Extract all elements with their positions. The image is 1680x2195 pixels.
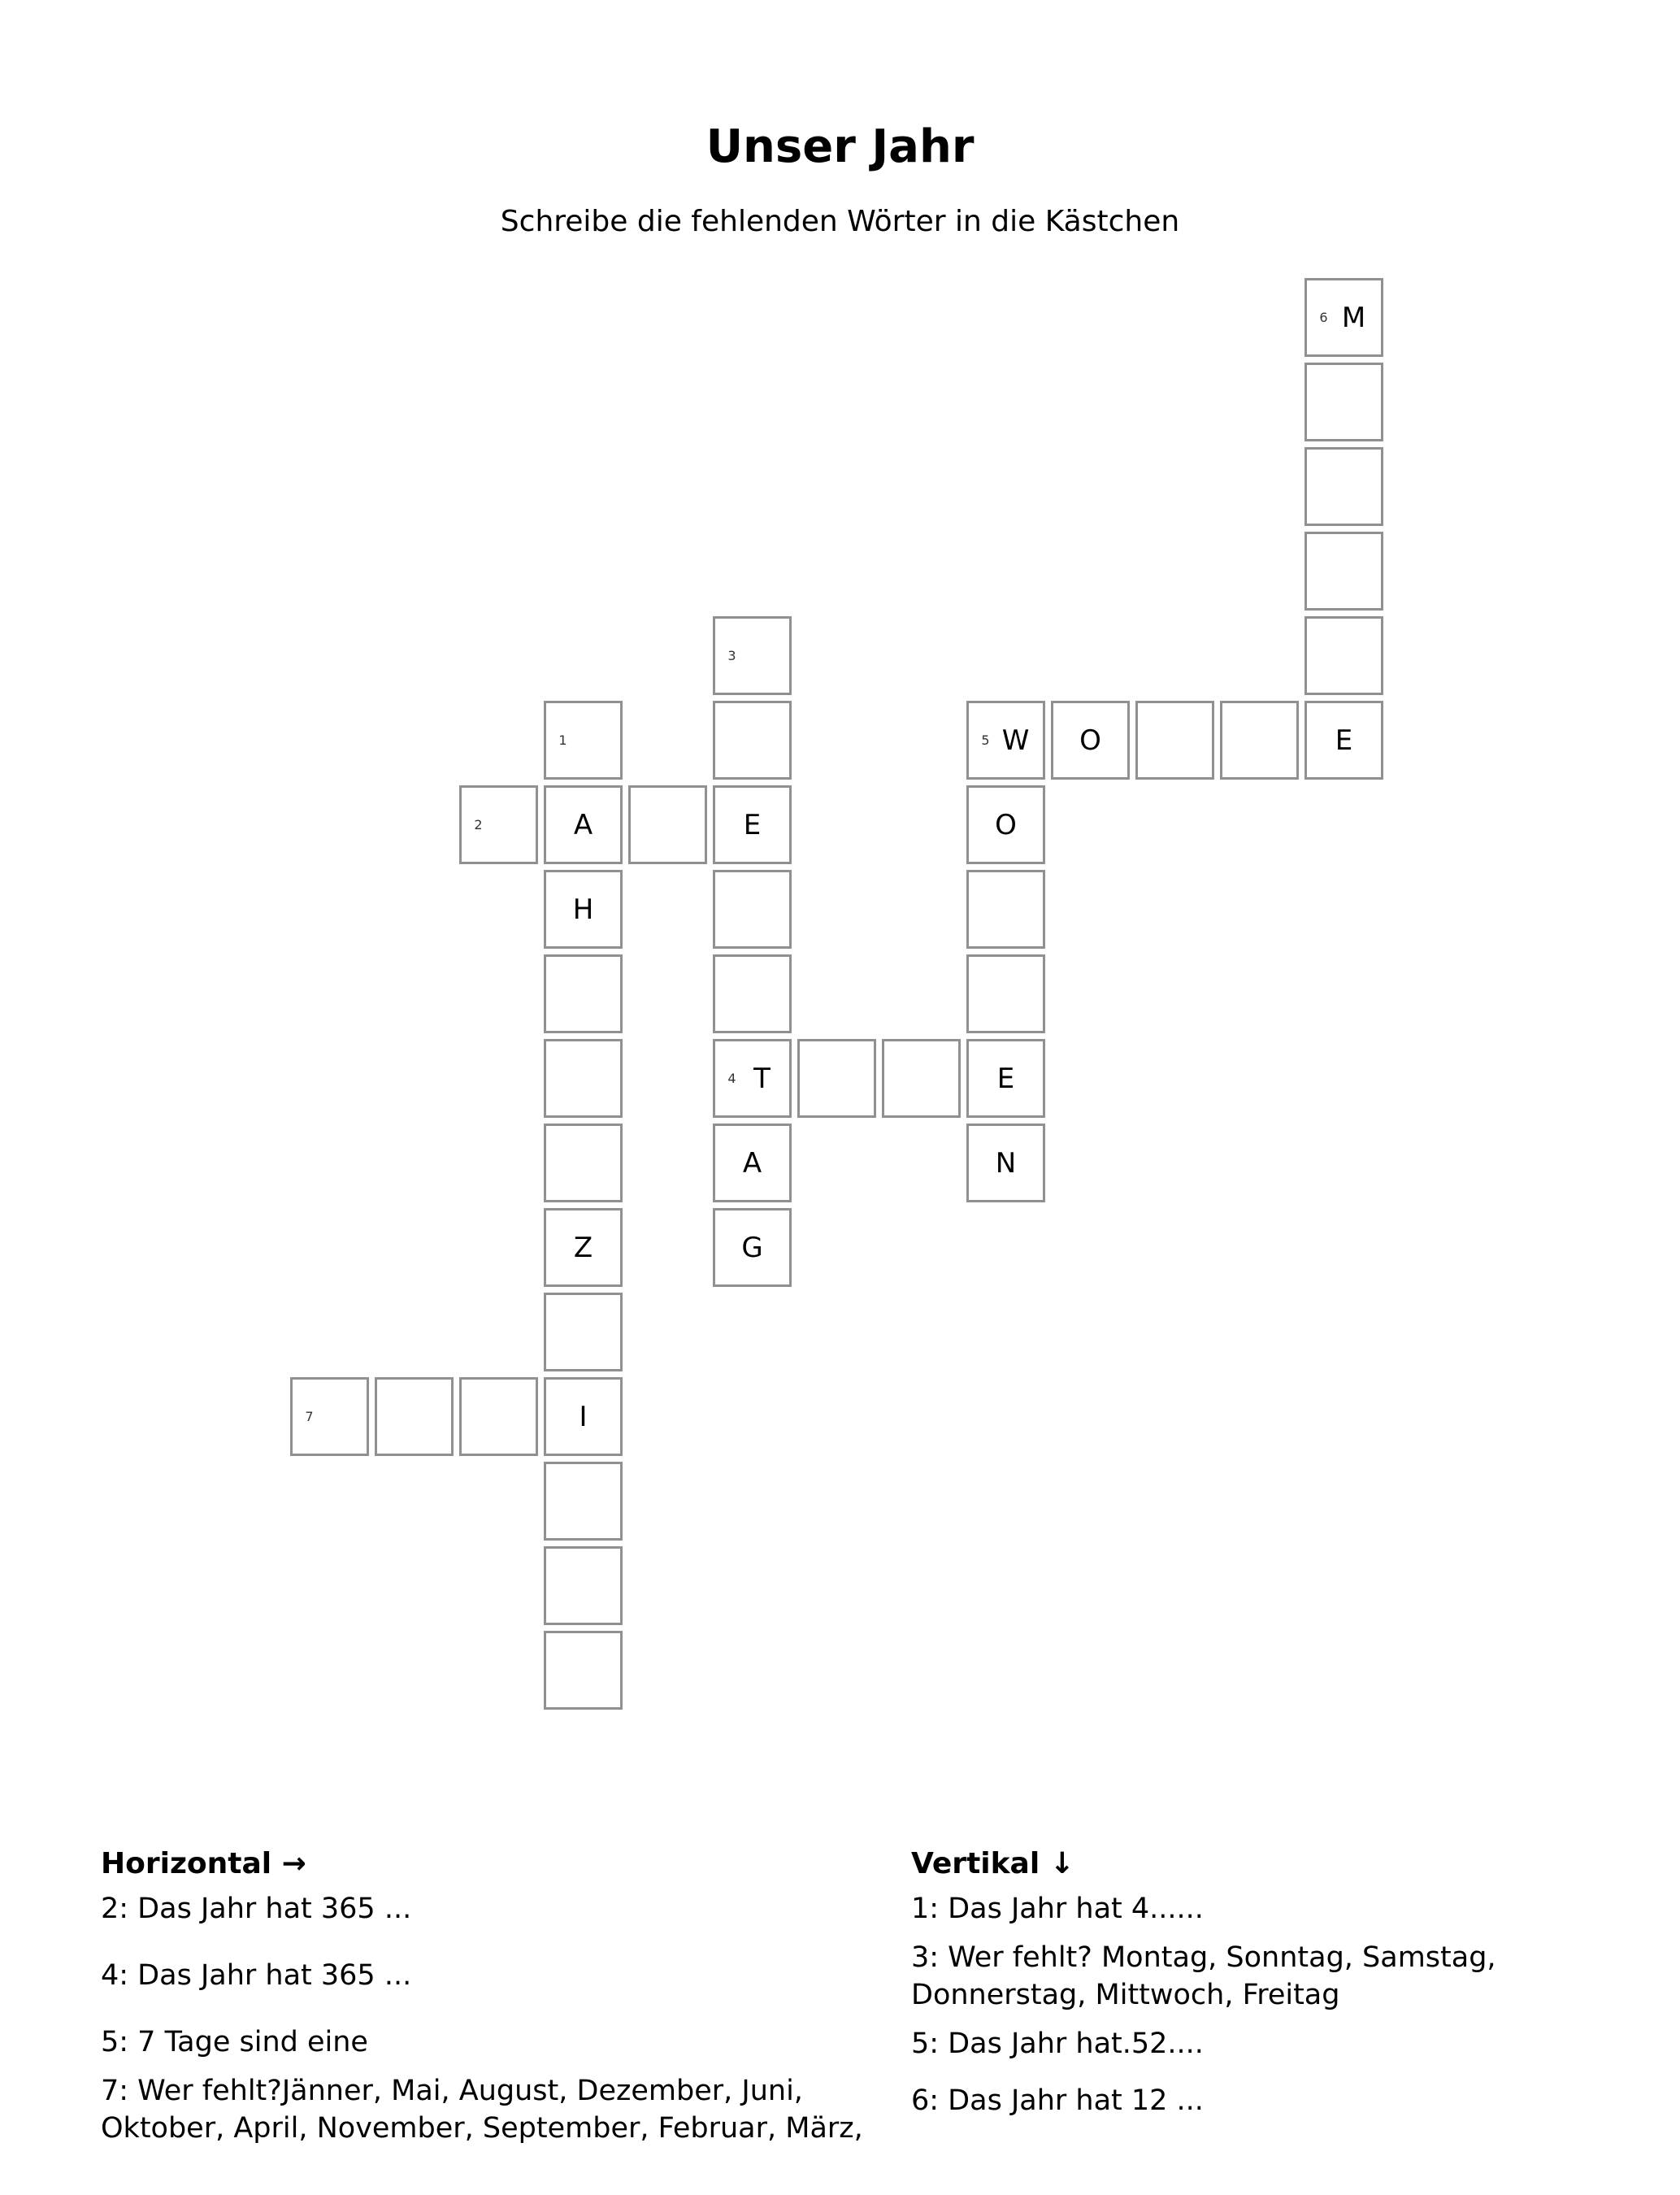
crossword-cell[interactable] (544, 1462, 623, 1541)
crossword-cell[interactable] (544, 1631, 623, 1710)
crossword-cell[interactable] (1304, 616, 1383, 695)
crossword-cell[interactable] (1135, 701, 1214, 780)
clue-number: 2 (474, 817, 483, 832)
crossword-cell[interactable] (1304, 278, 1383, 357)
clue-item: 4: Das Jahr hat 365 ... (101, 1959, 412, 1992)
horizontal-clues (101, 1847, 865, 2158)
clue-item: 6: Das Jahr hat 12 ... (911, 2084, 1204, 2117)
crossword-cell[interactable] (544, 701, 623, 780)
vertical-clues (911, 1847, 1643, 2131)
crossword-cell[interactable] (713, 1208, 792, 1287)
crossword-cell[interactable] (966, 701, 1045, 780)
clue-number: 3 (727, 648, 736, 663)
cell-letter: A (742, 1146, 762, 1180)
crossword-cell[interactable] (544, 1377, 623, 1456)
crossword-cell[interactable] (544, 1208, 623, 1287)
crossword-cell[interactable] (966, 954, 1045, 1033)
crossword-cell[interactable] (966, 1039, 1045, 1118)
clue-number: 5 (981, 732, 990, 748)
crossword-cell[interactable] (882, 1039, 961, 1118)
cell-letter: N (995, 1146, 1017, 1180)
clue-item: 5: Das Jahr hat.52.... (911, 2028, 1204, 2060)
crossword-cell[interactable] (375, 1377, 454, 1456)
clue-item: 2: Das Jahr hat 365 ... (101, 1893, 412, 1925)
cell-letter: O (995, 808, 1017, 841)
crossword-cell[interactable] (628, 785, 707, 864)
crossword-cell[interactable] (713, 1124, 792, 1202)
cell-letter: M (1341, 301, 1366, 334)
crossword-cell[interactable] (544, 785, 623, 864)
crossword-cell[interactable] (966, 785, 1045, 864)
clue-number: 4 (727, 1071, 736, 1086)
vertical-heading: Vertikal ↓ (911, 1847, 1074, 1880)
crossword-cell[interactable] (966, 1124, 1045, 1202)
page-title: Unser Jahr (705, 120, 975, 173)
cell-letter: G (741, 1231, 763, 1264)
crossword-cell[interactable] (713, 785, 792, 864)
crossword-cell[interactable] (713, 701, 792, 780)
clue-item: 3: Wer fehlt? Montag, Sonntag, Samstag, Donnerstag, Mittwoch, Freitag (911, 1941, 1496, 2011)
crossword-cell[interactable] (544, 1546, 623, 1625)
crossword-cell[interactable] (544, 1293, 623, 1371)
clue-number: 1 (558, 732, 567, 748)
crossword-cell[interactable] (713, 954, 792, 1033)
crossword-cell[interactable] (713, 616, 792, 695)
cell-letter: A (573, 808, 593, 841)
crossword-cell[interactable] (797, 1039, 876, 1118)
cell-letter: E (996, 1062, 1015, 1095)
crossword-cell[interactable] (1304, 532, 1383, 611)
cell-letter: I (579, 1400, 588, 1433)
cell-letter: T (753, 1062, 771, 1095)
clue-number: 7 (305, 1409, 314, 1424)
crossword-cell[interactable] (1304, 447, 1383, 526)
cell-letter: O (1079, 724, 1101, 757)
cell-letter: W (1001, 724, 1030, 757)
crossword-cell[interactable] (1304, 701, 1383, 780)
crossword-cell[interactable] (1051, 701, 1130, 780)
crossword-cell[interactable] (459, 1377, 538, 1456)
cell-letter: H (572, 893, 594, 926)
crossword-cell[interactable] (1220, 701, 1299, 780)
clue-number: 6 (1319, 310, 1328, 325)
cell-letter: E (743, 808, 762, 841)
crossword-cell[interactable] (544, 1039, 623, 1118)
crossword-cell[interactable] (713, 870, 792, 949)
horizontal-heading: Horizontal → (101, 1847, 306, 1880)
crossword-cell[interactable] (544, 954, 623, 1033)
cell-letter: E (1335, 724, 1353, 757)
crossword-cell[interactable] (459, 785, 538, 864)
crossword-cell[interactable] (713, 1039, 792, 1118)
clue-item: 1: Das Jahr hat 4...... (911, 1893, 1204, 1925)
crossword-cell[interactable] (544, 870, 623, 949)
instructions: Schreibe die fehlenden Wörter in die Kästchen (500, 205, 1180, 238)
cell-letter: Z (573, 1231, 593, 1264)
crossword-cell[interactable] (290, 1377, 369, 1456)
crossword-cell[interactable] (544, 1124, 623, 1202)
crossword-cell[interactable] (966, 870, 1045, 949)
clue-item: 5: 7 Tage sind eine (101, 2026, 368, 2058)
crossword-cell[interactable] (1304, 363, 1383, 441)
clue-item: 7: Wer fehlt?Jänner, Mai, August, Dezember, Juni, Oktober, April, November, September, Februar, März, (101, 2075, 863, 2145)
